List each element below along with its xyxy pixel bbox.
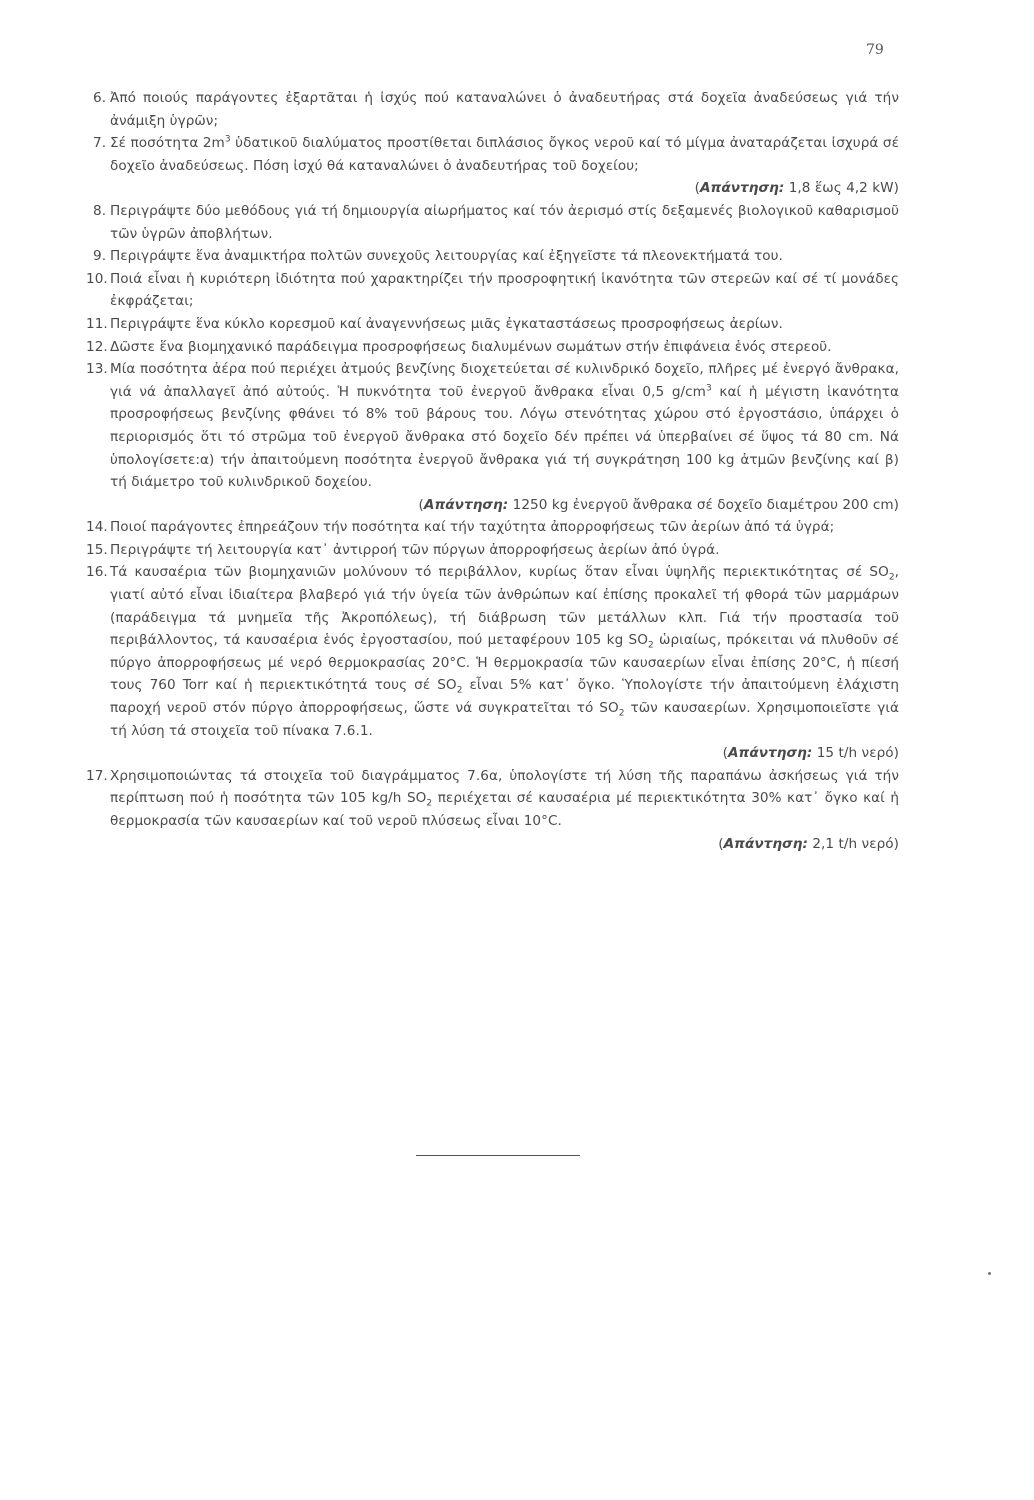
question-text: Περιγράψτε ἕνα κύκλο κορεσμοῦ καί ἀναγεννήσεως μιᾶς ἐγκαταστάσεως προσροφήσεως ἀερίων. xyxy=(110,315,783,332)
answer-value: 15 t/h νερό) xyxy=(816,745,899,762)
answer-label: Απάντηση: xyxy=(699,180,785,197)
question-number: 9. xyxy=(93,248,107,265)
answer-label: Απάντηση: xyxy=(423,496,509,513)
subscript: 2 xyxy=(426,799,433,810)
question-number: 12. xyxy=(86,338,108,355)
subscript: 2 xyxy=(647,640,654,651)
question-number: 17. xyxy=(86,767,108,784)
question-text: ὡριαίως, πρόκειται νά πλυθοῦν σέ πύργο ἀπορροφήσεως μέ νερό θερμοκρασίας 20°C. Ἡ θερμοκρασία τῶν καυσαερίων εἶναι ἐπίσης 20°C, ἡ πίεσή τους 760 Torr καί ἡ περιεκτικότητά τους σέ SO xyxy=(110,632,899,694)
subscript: 2 xyxy=(888,573,895,584)
question-7 xyxy=(93,132,899,200)
question-text: τῶν καυσαερίων. Χρησιμοποιεῖστε γιά τή λύση τά στοιχεῖα τοῦ πίνακα 7.6.1. xyxy=(110,700,899,739)
question-number: 7. xyxy=(93,135,107,152)
question-text: καί ἡ μέγιστη ἱκανότητα προσροφήσεως βενζίνης φθάνει τό 8% τοῦ βάρους του. Λόγω στενότητας χώρου στό ἐργοστάσιο, ὑπάρχει ὁ περιορισμός ὅτι τό στρῶμα τοῦ ἐνεργοῦ ἄνθρακα στό δοχεῖο δέν πρέπει νά ὑπερβαίνει σέ ὕψος τά 80 cm. Νά ὑπολογίσετε:α) τήν ἀπαιτούμενη ποσότητα ἐνεργοῦ ἄνθρακα γιά τή συγκράτηση 100 kg ἀτμῶν βενζίνης καί β) τή διάμετρο τοῦ κυλινδρικοῦ δοχείου. xyxy=(110,383,900,491)
question-text: , γιατί αὐτό εἶναι ἰδιαίτερα βλαβερό γιά τήν ὑγεία τῶν ἀνθρώπων καί ἐπίσης προκαλεῖ τή φθορά τῶν μαρμάρων (παράδειγμα τά μνημεῖα τῆς Ἀκροπόλεως), τή διάβρωση τῶν μετάλλων κλπ. Γιά τήν προστασία τοῦ περιβάλλοντος, τά καυσαέρια ἑνός ἐργοστασίου, πού μεταφέρουν 105 kg SO xyxy=(110,564,899,649)
question-12 xyxy=(86,336,899,359)
answer-value: 1,8 ἕως 4,2 kW) xyxy=(788,180,899,197)
question-11 xyxy=(86,313,899,336)
question-6 xyxy=(93,87,899,132)
question-text: Σέ ποσότητα 2m xyxy=(110,135,225,152)
answer-value: 2,1 t/h νερό) xyxy=(812,835,899,852)
question-number: 11. xyxy=(86,315,108,332)
question-10 xyxy=(86,268,899,313)
question-8 xyxy=(93,200,899,245)
question-number: 16. xyxy=(86,564,108,581)
subscript: 2 xyxy=(456,686,463,697)
answer: (Απάντηση: 1250 kg ἐνεργοῦ ἄνθρακα σέ δοχεῖο διαμέτρου 200 cm) xyxy=(418,496,899,513)
question-16 xyxy=(86,561,899,764)
question-number: 13. xyxy=(86,361,108,378)
question-text: εἶναι 5% κατ᾽ ὄγκο. Ὑπολογίστε τήν ἀπαιτούμενη ἐλάχιστη παροχή νεροῦ στόν πύργο ἀπορροφήσεως, ὥστε νά συγκρατεῖται τό SO xyxy=(110,677,899,717)
question-text: Περιγράψτε τή λειτουργία κατ᾽ ἀντιρροή τῶν πύργων ἀπορροφήσεως ἀερίων ἀπό ὑγρά. xyxy=(110,541,720,558)
question-9 xyxy=(93,245,899,268)
answer-label: Απάντηση: xyxy=(727,745,813,762)
question-14 xyxy=(86,516,899,539)
answer-label: Απάντηση: xyxy=(723,835,808,852)
question-15 xyxy=(86,539,899,562)
question-13 xyxy=(86,358,900,516)
question-text: Ποιά εἶναι ἡ κυριότερη ἰδιότητα πού χαρακτηρίζει τήν προσροφητική ἱκανότητα τῶν στερεῶν καί σέ τί μονάδες ἐκφράζεται; xyxy=(110,270,899,310)
answer: (Απάντηση: 2,1 t/h νερό) xyxy=(718,835,899,852)
answer: (Απάντηση: 15 t/h νερό) xyxy=(722,745,899,762)
question-number: 14. xyxy=(86,519,108,536)
question-text: Ἀπό ποιούς παράγοντες ἐξαρτᾶται ἡ ἰσχύς πού καταναλώνει ὁ ἀναδευτήρας στά δοχεῖα ἀναδεύσεως γιά τήν ἀνάμιξη ὑγρῶν; xyxy=(110,90,899,129)
end-rule xyxy=(416,1155,580,1156)
scan-speck xyxy=(988,1272,991,1275)
answer: (Απάντηση: 1,8 ἕως 4,2 kW) xyxy=(694,180,899,197)
question-17 xyxy=(86,765,899,855)
superscript: 3 xyxy=(224,134,231,145)
question-text: Περιγράψτε ἕνα ἀναμικτήρα πολτῶν συνεχοῦς λειτουργίας καί ἐξηγεῖστε τά πλεονεκτήματά του. xyxy=(110,248,783,265)
question-number: 10. xyxy=(86,270,108,287)
exercise-list xyxy=(86,87,900,855)
question-text: Ποιοί παράγοντες ἐπηρεάζουν τήν ποσότητα καί τήν ταχύτητα ἀπορροφήσεως τῶν ἀερίων ἀπό τά ὑγρά; xyxy=(110,519,835,536)
question-text: Τά καυσαέρια τῶν βιομηχανιῶν μολύνουν τό περιβάλλον, κυρίως ὅταν εἶναι ὑψηλῆς περιεκτικότητας σέ SO xyxy=(110,564,889,581)
question-text: Χρησιμοποιώντας τά στοιχεῖα τοῦ διαγράμματος 7.6α, ὑπολογίστε τή λύση τῆς παραπάνω ἀσκήσεως γιά τήν περίπτωση πού ἡ ποσότητα τῶν 105 kg/h SO xyxy=(110,767,899,807)
question-number: 15. xyxy=(86,541,108,558)
question-number: 6. xyxy=(93,90,107,106)
page-number: 79 xyxy=(866,42,884,58)
answer-value: 1250 kg ἐνεργοῦ ἄνθρακα σέ δοχεῖο διαμέτρου 200 cm) xyxy=(512,496,899,513)
subscript: 2 xyxy=(618,708,625,719)
superscript: 3 xyxy=(705,383,712,394)
question-text: Δῶστε ἕνα βιομηχανικό παράδειγμα προσροφήσεως διαλυμένων σωμάτων στήν ἐπιφάνεια ἑνός στερεοῦ. xyxy=(110,338,832,355)
question-text: Μία ποσότητα ἀέρα πού περιέχει ἀτμούς βενζίνης διοχετεύεται σέ κυλινδρικό δοχεῖο, πλῆρες μέ ἐνεργό ἄνθρακα, γιά νά ἀπαλλαγεῖ ἀπό αὐτούς. Ἡ πυκνότητα τοῦ ἐνεργοῦ ἄνθρακα εἶναι 0,5 g/cm xyxy=(110,361,899,400)
question-text: ὑδατικοῦ διαλύματος προστίθεται διπλάσιος ὄγκος νεροῦ καί τό μίγμα ἀναταράζεται ἰσχυρά σέ δοχεῖο ἀναδεύσεως. Πόση ἰσχύ θά καταναλώνει ὁ ἀναδευτήρας τοῦ δοχείου; xyxy=(110,135,899,174)
question-text: Περιγράψτε δύο μεθόδους γιά τή δημιουργία αἰωρήματος καί τόν ἀερισμό στίς δεξαμενές βιολογικοῦ καθαρισμοῦ τῶν ὑγρῶν ἀποβλήτων. xyxy=(110,202,899,242)
question-number: 8. xyxy=(93,202,107,219)
question-text: περιέχεται σέ καυσαέρια μέ περιεκτικότητα 30% κατ᾽ ὄγκο καί ἡ θερμοκρασία τῶν καυσαερίων καί τοῦ νεροῦ πλύσεως εἶναι 10°C. xyxy=(110,790,899,829)
